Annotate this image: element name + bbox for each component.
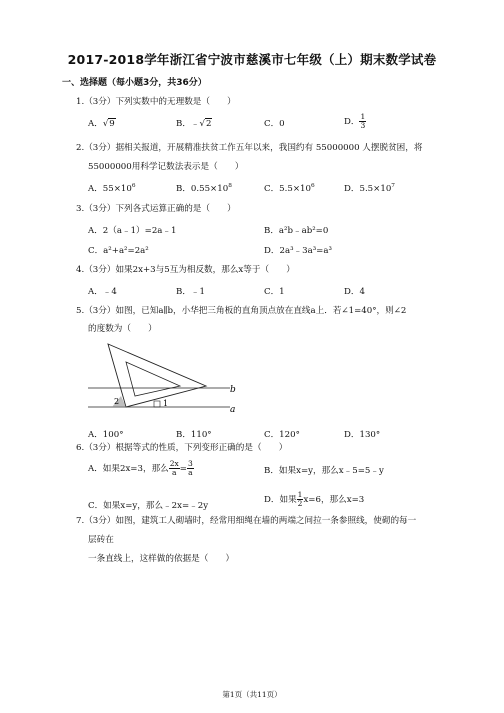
- set-square-inner: [126, 362, 180, 396]
- q3-option-d: D．2a³﹣3a³=a³: [264, 246, 332, 256]
- angle-2-label: 2: [114, 397, 120, 406]
- question-7-stem-line1: 7.（3分）如图，建筑工人砌墙时，经常用细绳在墙的两端之间拉一条参照线，使砌的每一: [76, 516, 417, 526]
- q5-option-d: D．130°: [344, 430, 381, 440]
- q2-option-c: C．$5.5\times 10^6$: [264, 183, 315, 194]
- q4-option-c: C．1: [264, 287, 285, 297]
- q4-option-d: D．4: [344, 287, 365, 297]
- question-2-stem-line2: 55000000用科学记数法表示是（ ）: [88, 162, 244, 172]
- q6-option-b: B．如果x=y，那么x﹣5=5﹣y: [264, 466, 384, 476]
- q5-option-c: C．120°: [264, 430, 300, 440]
- q1-option-d: D． $\frac{1}{3}$: [344, 112, 366, 130]
- question-2-stem-line1: 2.（3分）据相关报道，开展精准扶贫工作五年以来，我国约有 55000000 人摆脱贫困，将: [76, 143, 423, 153]
- question-4-stem: 4.（3分）如果2x+3与5互为相反数，那么x等于（ ）: [76, 265, 295, 275]
- page-footer: 第1页（共11页）: [222, 690, 282, 699]
- q1-option-b: B．﹣√2: [176, 119, 212, 129]
- q5-option-b: B．110°: [176, 430, 212, 440]
- q3-option-c: C．a²+a²=2a²: [88, 246, 149, 256]
- q1-option-a: A．√9: [88, 119, 115, 129]
- q6-option-d: D．如果 $\frac{1}{2}$ x=6，那么x=3: [264, 490, 365, 508]
- q3-option-b: B．a²b﹣ab²=0: [264, 226, 329, 236]
- q3-option-a: A．2（a﹣1）=2a﹣1: [88, 226, 177, 236]
- q6-option-c: C．如果x=y，那么﹣2x=﹣2y: [88, 501, 209, 511]
- q5-option-a: A．100°: [88, 430, 124, 440]
- q4-option-b: B．﹣1: [176, 287, 205, 297]
- q2-option-d: D．$5.5\times 10^7$: [344, 183, 395, 194]
- question-7-stem-line2: 层砖在: [88, 535, 114, 545]
- label-b: b: [230, 385, 236, 395]
- question-6-stem: 6.（3分）根据等式的性质，下列变形正确的是（ ）: [76, 443, 288, 453]
- question-3-stem: 3.（3分）下列各式运算正确的是（ ）: [76, 204, 236, 214]
- question-5-stem-line2: 的度数为（ ）: [88, 324, 157, 334]
- parallel-lines-triangle-figure: [88, 340, 258, 418]
- label-a: a: [230, 405, 236, 415]
- q4-option-a: A．﹣4: [88, 287, 117, 297]
- right-angle-marker: [154, 401, 160, 407]
- q1-option-c: C．0: [264, 119, 285, 129]
- question-7-stem-line3: 一条直线上，这样做的依据是（ ）: [88, 554, 235, 564]
- angle-1-label: 1: [163, 399, 169, 408]
- question-1-stem: 1.（3分）下列实数中的无理数是（ ）: [76, 97, 236, 107]
- section-heading: 一、选择题（每小题3分，共36分）: [62, 78, 207, 88]
- q2-option-a: A．$55\times 10^6$: [88, 183, 136, 194]
- question-5-stem-line1: 5.（3分）如图，已知a∥b，小华把三角板的直角顶点放在直线a上．若∠1=40°，则∠2: [76, 306, 407, 316]
- page-title: 2017-2018学年浙江省宁波市慈溪市七年级（上）期末数学试卷: [67, 52, 437, 67]
- q6-option-a: A．如果2x=3，那么 $\frac{2x}{a}$ = $\frac{3}{a}$: [88, 459, 193, 477]
- q2-option-b: B．$0.55\times 10^8$: [176, 183, 232, 194]
